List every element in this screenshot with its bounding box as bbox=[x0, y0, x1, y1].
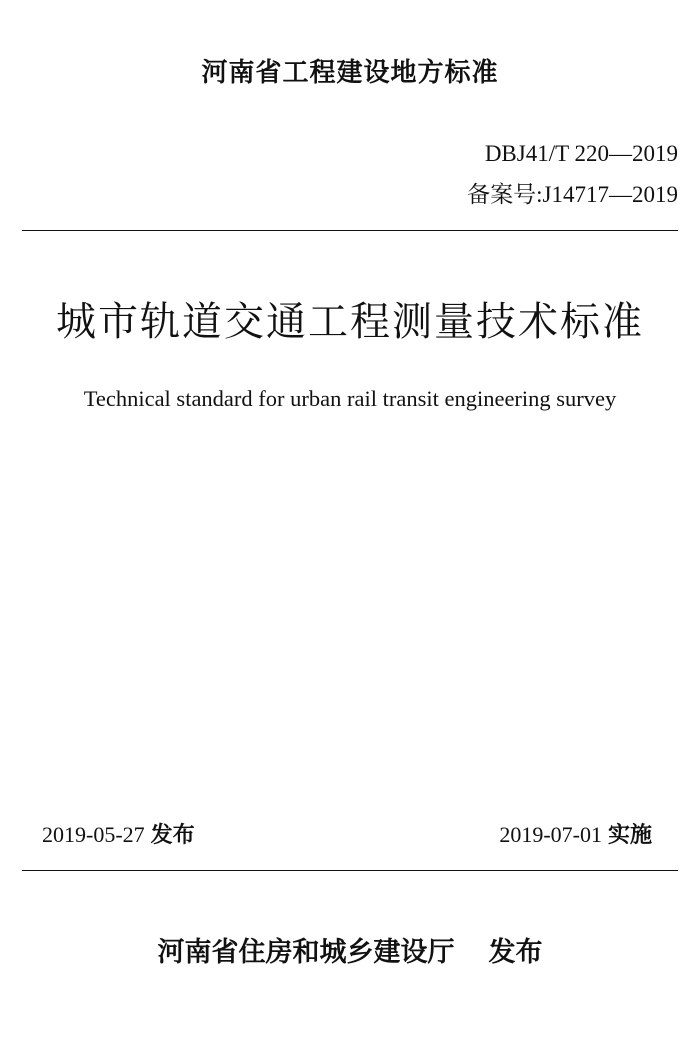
record-number: 备案号:J14717—2019 bbox=[467, 182, 678, 207]
issuer-name: 河南省住房和城乡建设厅 bbox=[157, 937, 455, 968]
document-title-chinese: 城市轨道交通工程测量技术标准 bbox=[56, 299, 644, 345]
effective-date: 2019-07-01 bbox=[499, 822, 602, 847]
top-divider bbox=[22, 230, 678, 231]
effective-label: 实施 bbox=[607, 823, 652, 848]
issue-label: 发布 bbox=[150, 823, 195, 848]
issue-date-block bbox=[42, 818, 195, 849]
document-title-english: Technical standard for urban rail transit engineering survey bbox=[83, 386, 617, 411]
effective-date-block bbox=[499, 818, 652, 849]
issuing-authority bbox=[0, 930, 700, 969]
issue-date: 2019-05-27 bbox=[42, 822, 145, 847]
bottom-divider bbox=[22, 870, 678, 871]
standard-series-heading: 河南省工程建设地方标准 bbox=[201, 58, 499, 88]
issuer-action: 发布 bbox=[488, 937, 543, 968]
standard-number: DBJ41/T 220—2019 bbox=[484, 141, 678, 166]
